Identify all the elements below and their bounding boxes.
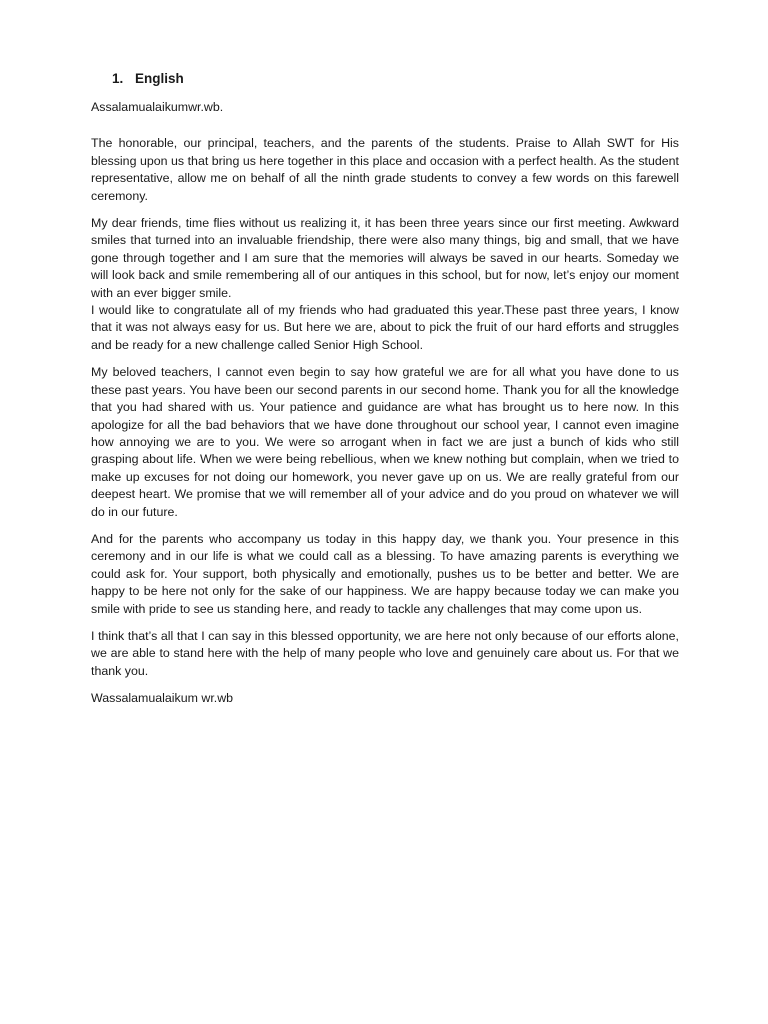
closing-salutation: Wassalamualaikum wr.wb xyxy=(91,691,234,706)
paragraph-friends: My dear friends, time flies without us realizing it, it has been three years since our first meeting. Awkward smiles that turned into an invaluable friendship, there were also many things, big and small, that we have gone through together and I am sure that the memories will always be saved in our hearts. Someday we will look back and smile remembering all of our antiques in this school, but for now, let’s enjoy our moment with an ever bigger smile. xyxy=(91,216,679,300)
paragraph-teachers: My beloved teachers, I cannot even begin to say how grateful we are for all what you have done to us these past years. You have been our second parents in our second home. Thank you for all the knowledge that you had shared with us. Your patience and guidance are what has brought us to here now. In this apologize for all the bad behaviors that we have done throughout our school year, I cannot even imagine how annoying we are to you. We were so arrogant when in fact we are just a bunch of kids who still grasping about life. When we were being rebellious, when we knew nothing but complain, when we tried to make up excuses for not doing our homework, you never gave up on us. We are really grateful from our deepest heart. We promise that we will remember all of your advice and do you proud on whatever we will do in our future. xyxy=(91,365,679,519)
paragraph-conclusion: I think that’s all that I can say in this blessed opportunity, we are here not only because of our efforts alone, we are able to stand here with the help of many people who love and genuinely care about us. For that we thank you. xyxy=(91,628,679,678)
greeting: Assalamualaikumwr.wb. xyxy=(91,100,224,114)
document-body xyxy=(91,70,679,718)
paragraph-congratulations: I would like to congratulate all of my friends who had graduated this year.These past three years, I know that it was not always easy for us. But here we are, about to pick the fruit of our hard efforts and struggles and be ready for a new challenge called Senior High School. xyxy=(91,303,679,352)
section-title: English xyxy=(135,71,184,86)
section-number: 1. xyxy=(112,71,124,86)
paragraph-parents: And for the parents who accompany us today in this happy day, we thank you. Your presence in this ceremony and in our life is what we could call as a blessing. To have amazing parents is everything we could ask for. Your support, both physically and emotionally, pushes us to be better and better. We are happy to be here not only for the sake of our happiness. We are happy because today we can make you smile with pride to see us standing here, and ready to tackle any challenges that may come upon us. xyxy=(91,531,679,616)
section-heading xyxy=(112,70,679,88)
paragraph-opening: The honorable, our principal, teachers, and the parents of the students. Praise to Allah SWT for His blessing upon us that bring us here together in this place and occasion with a perfect health. As the student representative, allow me on behalf of all the ninth grade students to convey a few words on this farewell ceremony. xyxy=(91,136,679,203)
